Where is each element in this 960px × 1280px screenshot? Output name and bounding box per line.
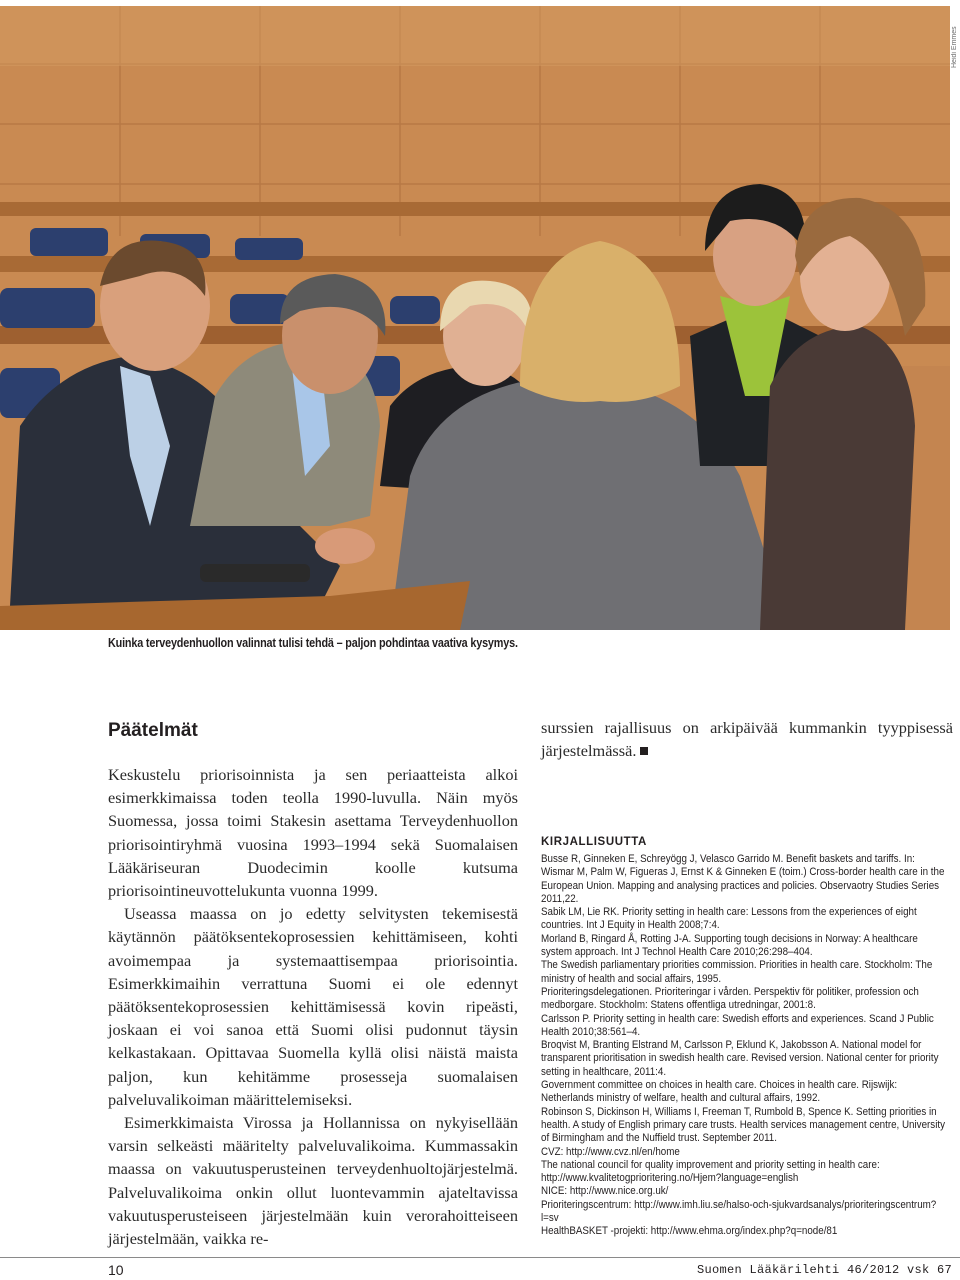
reference-item: Broqvist M, Branting Elstrand M, Carlsson P, Eklund K, Jakobsson A. National model for transparent prioritisation in swedish health care. Revised version. National center for priority setting in healthcare, 2011:4. <box>541 1039 939 1078</box>
reference-item: Busse R, Ginneken E, Schreyögg J, Velasco Garrido M. Benefit baskets and tariffs. In: Wismar M, Palm W, Figueras J, Ernst K & Ginneken E (toim.) Cross-border health care in the European Union. Mapping and analysing practices and policies. Observaotry Studies Series 2011,22. <box>541 853 945 905</box>
references-heading: KIRJALLISUUTTA <box>541 836 647 848</box>
references-list <box>541 853 945 1239</box>
journal-footer: Suomen Lääkärilehti 46/2012 vsk 67 <box>696 1263 952 1277</box>
footer-rule <box>0 1257 960 1258</box>
body-text-left <box>108 763 518 1250</box>
end-of-article-mark <box>640 747 648 755</box>
reference-item: Sabik LM, Lie RK. Priority setting in health care: Lessons from the experiences of eight countries. Int J Equity in Health 2008;7:4. <box>541 906 917 932</box>
reference-item: Prioriteringscentrum: http://www.imh.liu.se/halso-och-sjukvardsanalys/prioriteringscentrum?l=sv <box>541 1198 937 1225</box>
section-heading: Päätelmät <box>108 720 198 741</box>
reference-item: Government committee on choices in health care. Choices in health care. Rijswijk: Netherlands ministry of welfare, health and cultural affairs, 1992. <box>541 1079 898 1105</box>
page-number: 10 <box>108 1262 124 1278</box>
body-text-right <box>541 716 953 762</box>
reference-item: Carlsson P. Priority setting in health care: Swedish efforts and experiences. Scand J Public Health 2010;38:561–4. <box>541 1012 934 1038</box>
paragraph: Keskustelu priorisoinnista ja sen periaatteista alkoi esimerkkimaissa toden teolla 1990-luvulla. Näin myös Suomessa, jossa toimi Stakesin asettama Terveydenhuollon priorisointiryhmä vuosina 1993–1994 sekä Suomalaisen Lääkäriseuran Duodecimin koolle kutsuma priorisointineuvottelukunta vuonna 1999. <box>108 765 518 901</box>
reference-item: Robinson S, Dickinson H, Williams I, Freeman T, Rumbold B, Spence K. Setting priorities in health. A study of English primary care trusts. Health services management centre, University of Birmingham and the Nuffield trust. September 2011. <box>541 1105 945 1145</box>
reference-item: The Swedish parliamentary priorities commission. Priorities in health care. Stockholm: The ministry of health and social affairs, 1995. <box>541 959 933 985</box>
reference-item: NICE: http://www.nice.org.uk/ <box>541 1185 669 1198</box>
reference-item: CVZ: http://www.cvz.nl/en/home <box>541 1145 680 1158</box>
photo-caption: Kuinka terveydenhuollon valinnat tulisi tehdä – paljon pohdintaa vaativa kysymys. <box>108 636 518 650</box>
meeting-photo-illustration <box>0 6 950 630</box>
reference-item: Morland B, Ringard Å, Rotting J-A. Supporting tough decisions in Norway: A healthcare system approach. Int J Technol Health Care 2010;26:298–404. <box>541 932 918 959</box>
reference-item: HealthBASKET -projekti: http://www.ehma.org/index.php?q=node/81 <box>541 1225 838 1238</box>
reference-item: The national council for quality improvement and priority setting in health care: http://www.kvalitetogprioritering.no/Hjem?language=english <box>541 1158 880 1185</box>
paragraph-continuation: surssien rajallisuus on arkipäivää kummankin tyyppisessä järjestelmässä. <box>541 718 953 761</box>
reference-item: Prioriteringsdelegationen. Prioriteringar i vården. Perspektiv för politiker, profession och medborgare. Stockholm: Statens offentliga utredningar, 2001:8. <box>541 985 919 1012</box>
meeting-photo <box>0 6 950 630</box>
photo-credit: Heidi Emmes <box>951 26 958 68</box>
paragraph: Useassa maassa on jo edetty selvitysten tekemisestä käytännön päätöksentekoprosessien kehittämiseen, kohti avoimempaa ja systemaattisempaa priorisointia. Esimerkkimaihin verrattuna Suomi ei ole edennyt päätöksentekoprosessien kehittämisessä kovin ripeästi, joskaan ei voi sanoa että Suomi olisi pudonnut täysin kelkastakaan. Opittavaa Suomella kyllä olisi näistä maista paljon, kun kehitämme prosesseja suomalaisen palveluvalikoiman määrittelemiseksi. <box>108 904 518 1109</box>
paragraph: Esimerkkimaista Virossa ja Hollannissa on nykyisellään varsin selkeästi määritelty palveluvalikoima. Kummassakin maassa on vakuutusperusteinen terveydenhuoltojärjestelmä. Palveluvalikoima onkin ollut luontevammin ajateltavissa vakuutusperusteiseen järjestelmään kuin verorahoitteiseen järjestelmään, vaikka re- <box>108 1113 518 1249</box>
